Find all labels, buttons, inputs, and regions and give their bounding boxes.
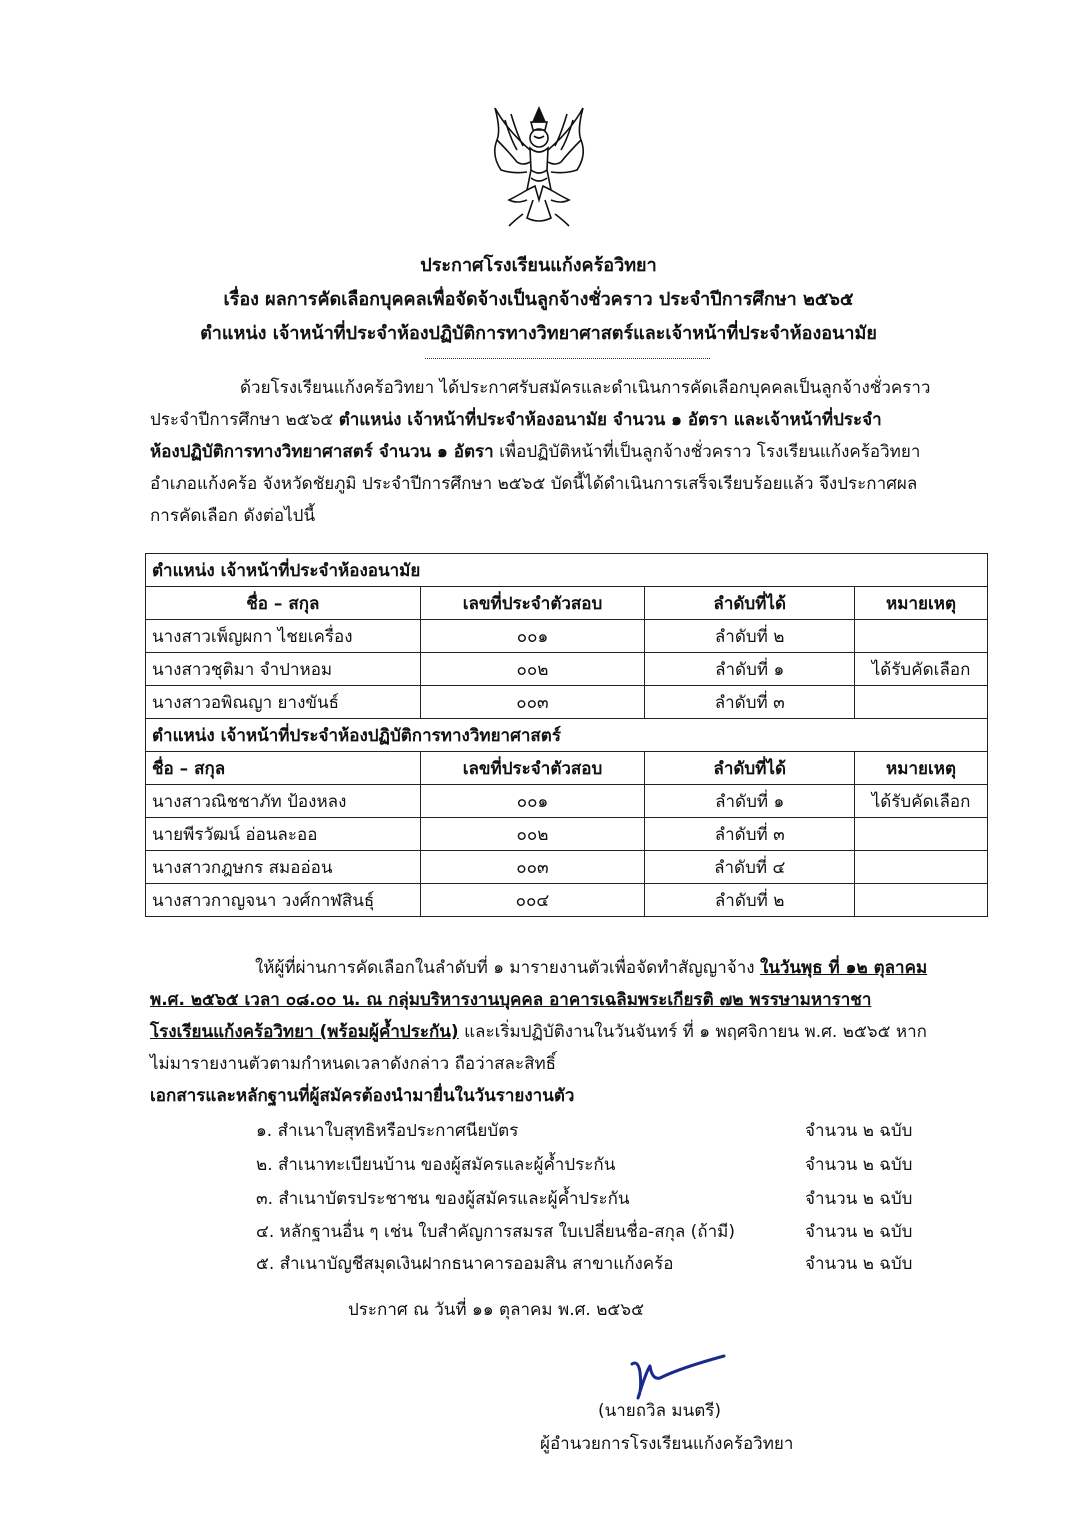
announcement-date: ประกาศ ณ วันที่ ๑๑ ตุลาคม พ.ศ. ๒๕๖๕ <box>348 1300 644 1320</box>
table-row <box>146 686 988 719</box>
announcement-subject: เรื่อง ผลการคัดเลือกบุคคลเพื่อจัดจ้างเป็นลูกจ้างชั่วคราว ประจำปีการศึกษา ๒๕๖๕ <box>223 289 854 310</box>
table-row <box>146 884 988 917</box>
report-paragraph <box>150 952 985 1080</box>
cell-id: ๐๐๓ <box>420 686 645 719</box>
report-date-text: ในวันพุธ ที่ ๑๒ ตุลาคม <box>759 958 928 978</box>
cell-rank: ลำดับที่ ๒ <box>645 884 855 917</box>
document-item: ๑. สำเนาใบสุทธิหรือประกาศนียบัตร <box>256 1121 519 1141</box>
cell-id: ๐๐๒ <box>420 818 645 851</box>
section-row <box>146 554 988 587</box>
cell-rank: ลำดับที่ ๓ <box>645 686 855 719</box>
cell-rank: ลำดับที่ ๒ <box>645 620 855 653</box>
col-header-id: เลขที่ประจำตัวสอบ <box>420 587 645 620</box>
table-row <box>146 785 988 818</box>
cell-id: ๐๐๔ <box>420 884 645 917</box>
document-qty: จำนวน ๒ ฉบับ <box>805 1254 913 1274</box>
document-qty: จำนวน ๒ ฉบับ <box>805 1155 913 1175</box>
document-qty: จำนวน ๒ ฉบับ <box>805 1121 913 1141</box>
intro-bold-text: ตำแหน่ง เจ้าหน้าที่ประจำห้องอนามัย จำนวน ๑ อัตรา และเจ้าหน้าที่ประจำ <box>338 410 882 430</box>
col-header-note: หมายเหตุ <box>855 752 988 785</box>
intro-line-4: อำเภอแก้งคร้อ จังหวัดชัยภูมิ ประจำปีการศึกษา ๒๕๖๕ บัดนี้ได้ดำเนินการเสร็จเรียบร้อยแล้ว จึงประกาศผล <box>150 474 918 494</box>
cell-rank: ลำดับที่ ๑ <box>645 785 855 818</box>
document-item: ๒. สำเนาทะเบียนบ้าน ของผู้สมัครและผู้ค้ำประกัน <box>256 1155 616 1175</box>
table-header-row <box>146 752 988 785</box>
signer-position: ผู้อำนวยการโรงเรียนแก้งคร้อวิทยา <box>540 1434 794 1454</box>
document-qty: จำนวน ๒ ฉบับ <box>805 1189 913 1209</box>
cell-note: ได้รับคัดเลือก <box>855 653 988 686</box>
report-line-4: ไม่มารายงานตัวตามกำหนดเวลาดังกล่าว ถือว่าสละสิทธิ์ <box>150 1054 557 1074</box>
cell-note <box>855 818 988 851</box>
report-location-text: โรงเรียนแก้งคร้อวิทยา (พร้อมผู้ค้ำประกัน) <box>150 1022 459 1042</box>
cell-name: นางสาวชุติมา จำปาหอม <box>146 653 421 686</box>
document-item: ๓. สำเนาบัตรประชาชน ของผู้สมัครและผู้ค้ำประกัน <box>256 1189 630 1209</box>
cell-note <box>855 620 988 653</box>
section-row <box>146 719 988 752</box>
cell-id: ๐๐๓ <box>420 851 645 884</box>
col-header-id: เลขที่ประจำตัวสอบ <box>420 752 645 785</box>
cell-name: นางสาวอพิณญา ยางขันธ์ <box>146 686 421 719</box>
col-header-note: หมายเหตุ <box>855 587 988 620</box>
intro-line-5: การคัดเลือก ดังต่อไปนี้ <box>150 506 316 526</box>
cell-id: ๐๐๑ <box>420 785 645 818</box>
table-row <box>146 851 988 884</box>
document-qty: จำนวน ๒ ฉบับ <box>805 1222 913 1242</box>
cell-id: ๐๐๑ <box>420 620 645 653</box>
document-item: ๔. หลักฐานอื่น ๆ เช่น ใบสำคัญการสมรส ใบเปลี่ยนชื่อ-สกุล (ถ้ามี) <box>256 1222 735 1242</box>
report-text: และเริ่มปฏิบัติงานในวันจันทร์ ที่ ๑ พฤศจิกายน พ.ศ. ๒๕๖๕ หาก <box>458 1022 927 1042</box>
cell-name: นางสาวกาญจนา วงศ์กาฬสินธุ์ <box>146 884 421 917</box>
cell-note <box>855 884 988 917</box>
col-header-rank: ลำดับที่ได้ <box>645 752 855 785</box>
table-row <box>146 620 988 653</box>
intro-line-2 <box>150 404 985 436</box>
cell-rank: ลำดับที่ ๑ <box>645 653 855 686</box>
dotted-separator <box>425 346 710 359</box>
col-header-rank: ลำดับที่ได้ <box>645 587 855 620</box>
cell-name: นางสาวกฎษกร สมออ่อน <box>146 851 421 884</box>
signer-name: (นายถวิล มนตรี) <box>598 1401 722 1421</box>
section-title: ตำแหน่ง เจ้าหน้าที่ประจำห้องอนามัย <box>146 554 988 587</box>
cell-rank: ลำดับที่ ๔ <box>645 851 855 884</box>
intro-line-3 <box>150 436 985 468</box>
cell-id: ๐๐๒ <box>420 653 645 686</box>
table-row <box>146 818 988 851</box>
documents-title: เอกสารและหลักฐานที่ผู้สมัครต้องนำมายื่นในวันรายงานตัว <box>150 1086 575 1106</box>
report-line-2: พ.ศ. ๒๕๖๕ เวลา ๐๘.๐๐ น. ณ กลุ่มบริหารงานบุคคล อาคารเฉลิมพระเกียรติ ๗๒ พรรษามหาราชา <box>150 990 872 1010</box>
announcement-title: ประกาศโรงเรียนแก้งคร้อวิทยา <box>420 255 657 276</box>
intro-paragraph <box>150 372 985 532</box>
col-header-name: ชื่อ – สกุล <box>146 752 421 785</box>
signature-image <box>620 1342 730 1402</box>
intro-text: เพื่อปฏิบัติหน้าที่เป็นลูกจ้างชั่วคราว โรงเรียนแก้งคร้อวิทยา <box>493 442 921 462</box>
intro-bold-text: ห้องปฏิบัติการทางวิทยาศาสตร์ จำนวน ๑ อัตรา <box>150 442 494 462</box>
intro-line-1: ด้วยโรงเรียนแก้งคร้อวิทยา ได้ประกาศรับสมัครและดำเนินการคัดเลือกบุคคลเป็นลูกจ้างชั่วคราว <box>240 378 931 398</box>
cell-note <box>855 851 988 884</box>
section-title: ตำแหน่ง เจ้าหน้าที่ประจำห้องปฏิบัติการทางวิทยาศาสตร์ <box>146 719 988 752</box>
report-line-3 <box>150 1016 985 1048</box>
announcement-position: ตำแหน่ง เจ้าหน้าที่ประจำห้องปฏิบัติการทางวิทยาศาสตร์และเจ้าหน้าที่ประจำห้องอนามัย <box>200 323 877 344</box>
document-item: ๕. สำเนาบัญชีสมุดเงินฝากธนาคารออมสิน สาขาแก้งคร้อ <box>256 1254 674 1274</box>
table-row <box>146 653 988 686</box>
cell-name: นางสาวณิชชาภัท ป้องหลง <box>146 785 421 818</box>
cell-name: นายพีรวัฒน์ อ่อนละออ <box>146 818 421 851</box>
results-table <box>145 553 988 917</box>
cell-rank: ลำดับที่ ๓ <box>645 818 855 851</box>
cell-note <box>855 686 988 719</box>
report-line-1 <box>150 952 985 984</box>
garuda-emblem-icon <box>487 100 591 230</box>
intro-text: ประจำปีการศึกษา ๒๕๖๕ <box>150 410 339 430</box>
report-text: ให้ผู้ที่ผ่านการคัดเลือกในลำดับที่ ๑ มารายงานตัวเพื่อจัดทำสัญญาจ้าง <box>255 958 760 978</box>
cell-note: ได้รับคัดเลือก <box>855 785 988 818</box>
col-header-name: ชื่อ – สกุล <box>146 587 421 620</box>
table-header-row <box>146 587 988 620</box>
cell-name: นางสาวเพ็ญผกา ไชยเครื่อง <box>146 620 421 653</box>
